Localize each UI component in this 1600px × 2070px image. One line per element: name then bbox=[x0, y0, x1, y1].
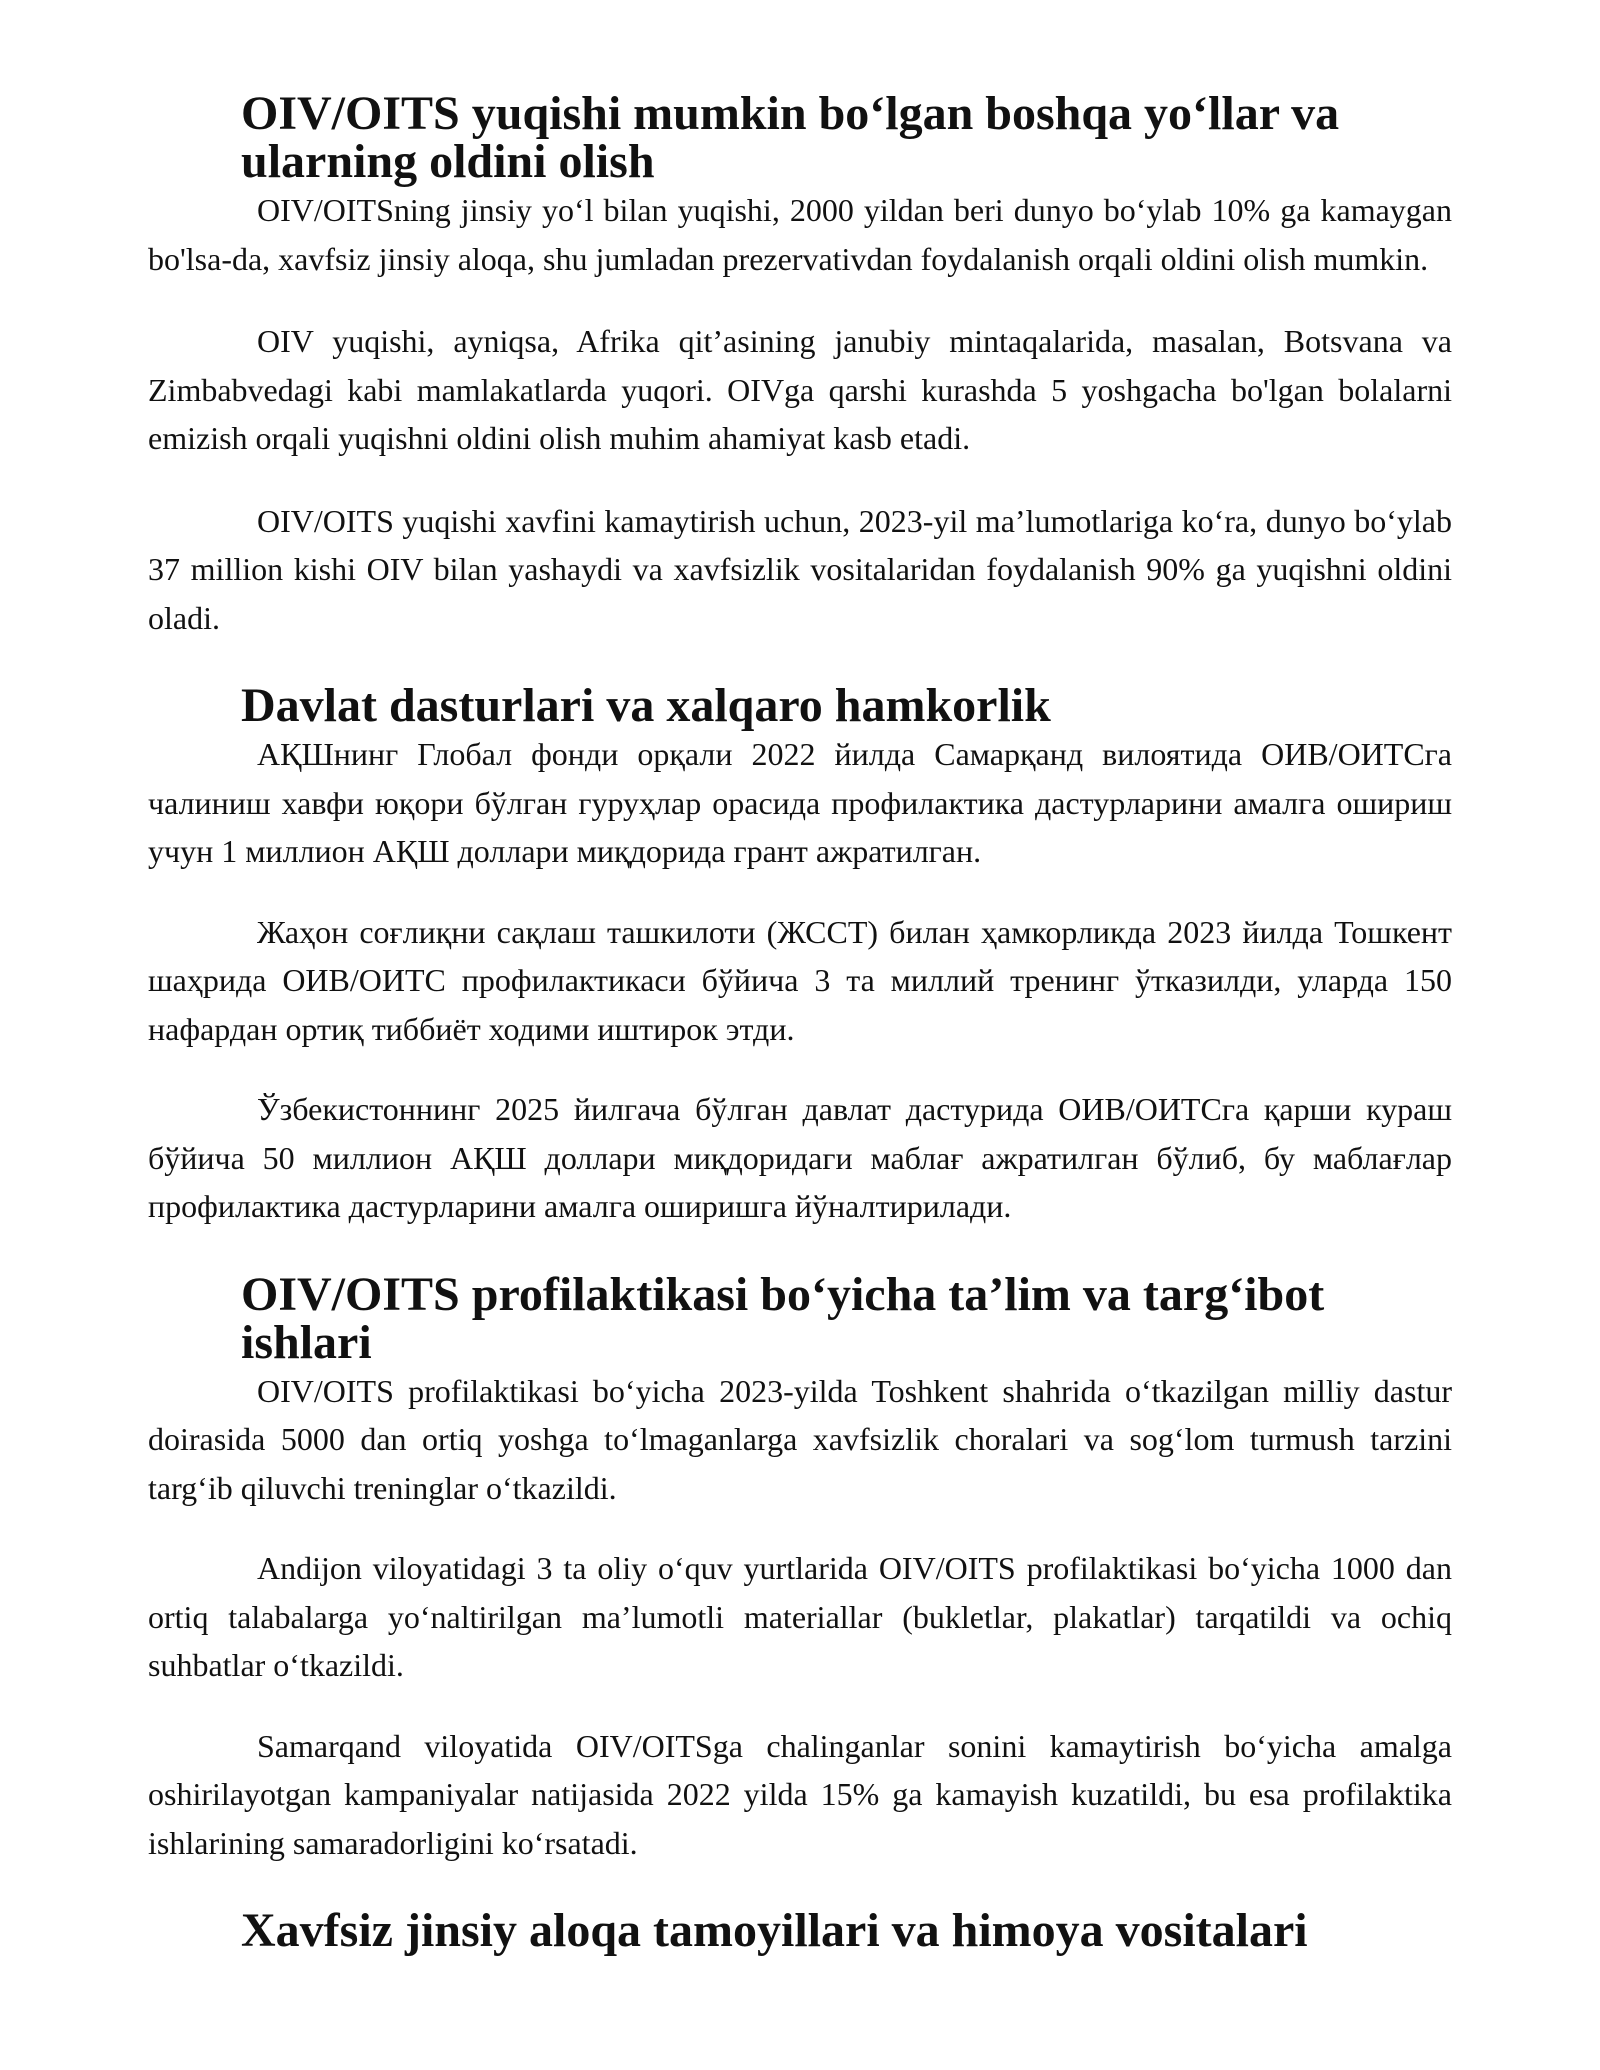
paragraph-gap bbox=[148, 463, 1452, 497]
paragraph: OIV yuqishi, ayniqsa, Afrika qit’asining janubiy mintaqalarida, masalan, Botsvana va Zimbabvedagi kabi mamlakatlarda yuqori. OIVga qarshi kurashda 5 yoshgacha bo'lgan bolalarni emizish orqali yuqishni oldini olish muhim ahamiyat kasb etadi. bbox=[148, 323, 1452, 456]
paragraph: OIV/OITS profilaktikasi bo‘yicha 2023-yilda Toshkent shahrida o‘tkazilgan milliy dastur doirasida 5000 dan ortiq yoshga to‘lmaganlarga xavfsizlik choralari va sog‘lom turmush tarzini targ‘ib qiluvchi treninglar o‘tkazildi. bbox=[148, 1372, 1452, 1506]
section-gap bbox=[148, 1867, 1452, 1907]
section-heading-other-transmission: OIV/OITS yuqishi mumkin bo‘lgan boshqa yo‘llar va ularning oldini olish bbox=[241, 87, 1340, 188]
paragraph: OIV/OITSning jinsiy yo‘l bilan yuqishi, 2000 yildan beri dunyo bo‘ylab 10% ga kamaygan bo'lsa-da, xavfsiz jinsiy aloqa, shu jumladan prezervativdan foydalanish orqali oldini olish mumkin. bbox=[148, 192, 1452, 277]
paragraph-gap bbox=[148, 1690, 1452, 1722]
paragraph-gap bbox=[148, 1512, 1452, 1544]
section-heading-education: OIV/OITS profilaktikasi bo‘yicha ta’lim va targ‘ibot ishlari bbox=[241, 1267, 1325, 1369]
paragraph-gap bbox=[148, 1053, 1452, 1085]
paragraph-gap bbox=[148, 283, 1452, 317]
paragraph: Жаҳон соғлиқни сақлаш ташкилоти (ЖССТ) билан ҳамкорликда 2023 йилда Тошкент шаҳрида ОИВ/ОИТС профилактикаси бўйича 3 та миллий тренинг ўтказилди, уларда 150 нафардан ортиқ тиббиёт ходими иштирок этди. bbox=[148, 913, 1452, 1047]
paragraph: АҚШнинг Глобал фонди орқали 2022 йилда Самарқанд вилоятида ОИВ/ОИТСга чалиниш хавфи юқори бўлган гуруҳлар орасида профилактика дастурларини амалга ошириш учун 1 миллион АҚШ доллари миқдорида грант ажратилган. bbox=[148, 736, 1452, 869]
section-heading-state-programs: Davlat dasturlari va xalqaro hamkorlik bbox=[241, 679, 1051, 732]
section-gap bbox=[148, 642, 1452, 682]
paragraph-gap bbox=[148, 876, 1452, 908]
paragraph: Andijon viloyatidagi 3 ta oliy o‘quv yurtlarida OIV/OITS profilaktikasi bo‘yicha 1000 dan ortiq talabalarga yo‘naltirilgan ma’lumotli materiallar (bukletlar, plakatlar) tarqatildi va ochiq suhbatlar o‘tkazildi. bbox=[148, 1550, 1452, 1683]
section-gap bbox=[148, 1231, 1452, 1271]
paragraph: Ўзбекистоннинг 2025 йилгача бўлган давлат дастурида ОИВ/ОИТСга қарши кураш бўйича 50 миллион АҚШ доллари миқдоридаги маблағ ажратилган бўлиб, бу маблағлар профилактика дастурларини амалга оширишга йўналтирилади. bbox=[148, 1091, 1452, 1224]
section-heading-safe-practices: Xavfsiz jinsiy aloqa tamoyillari va himoya vositalari bbox=[241, 1904, 1308, 1957]
paragraph: Samarqand viloyatida OIV/OITSga chalinganlar sonini kamaytirish bo‘yicha amalga oshirilayotgan kampaniyalar natijasida 2022 yilda 15% ga kamayish kuzatildi, bu esa profilaktika ishlarining samaradorligini ko‘rsatadi. bbox=[148, 1727, 1452, 1861]
paragraph: OIV/OITS yuqishi xavfini kamaytirish uchun, 2023-yil ma’lumotlariga ko‘ra, dunyo bo‘ylab 37 million kishi OIV bilan yashaydi va xavfsizlik vositalaridan foydalanish 90% ga yuqishni oldini oladi. bbox=[148, 502, 1452, 636]
document-page bbox=[148, 87, 1452, 1957]
